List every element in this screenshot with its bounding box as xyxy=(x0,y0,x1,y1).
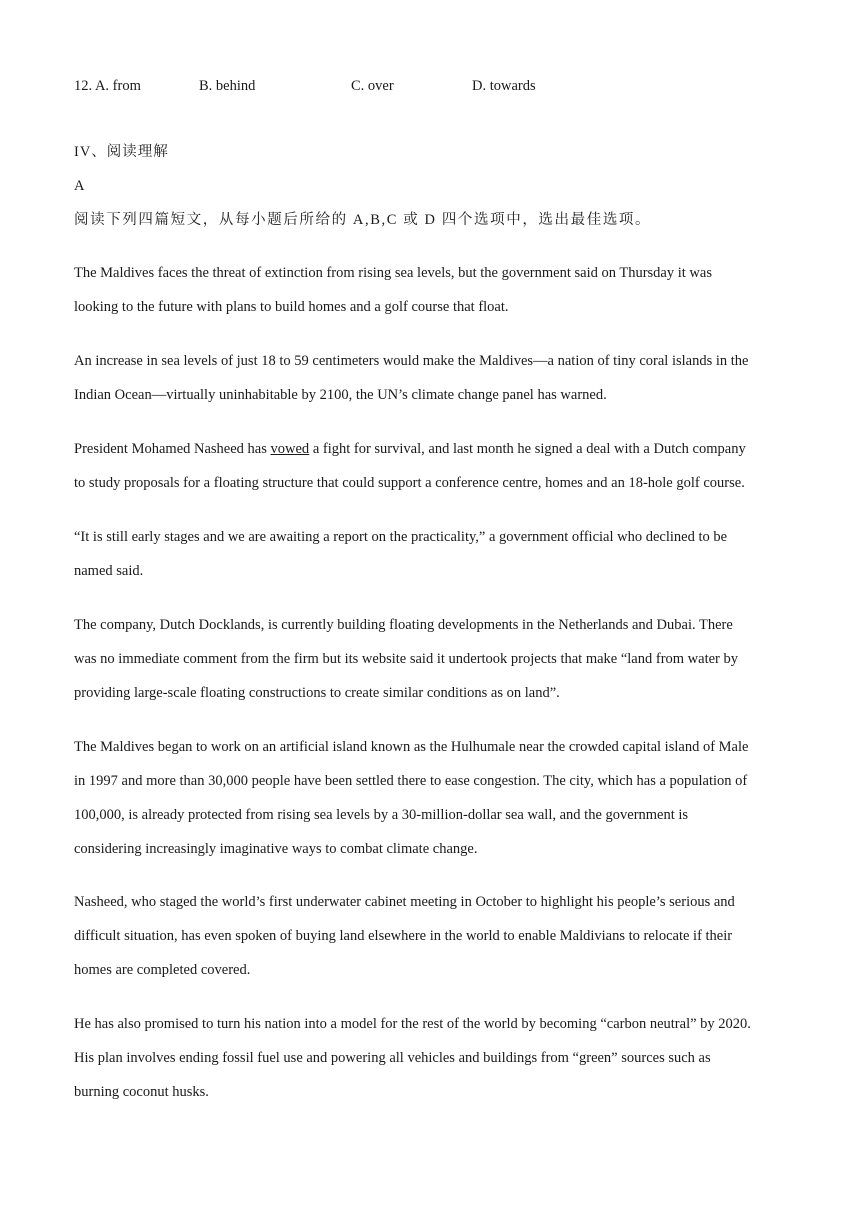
underlined-word-vowed: vowed xyxy=(270,441,310,457)
paragraph-3-text-after: a fight for survival, and last month he signed a deal with a Dutch company xyxy=(309,441,746,457)
question-12-option-c: C. over xyxy=(351,78,394,94)
paragraph-6-line-4: considering increasingly imaginative ways to combat climate change. xyxy=(74,841,478,857)
question-12-option-d: D. towards xyxy=(472,78,536,94)
paragraph-5 xyxy=(74,608,786,710)
paragraph-3-line-2: to study proposals for a floating structure that could support a conference centre, homes and an 18-hole golf course. xyxy=(74,475,745,491)
paragraph-1-line-2: looking to the future with plans to build homes and a golf course that float. xyxy=(74,299,509,315)
paragraph-5-line-3: providing large-scale floating constructions to create similar conditions as on land”. xyxy=(74,685,560,701)
section-label: A xyxy=(74,178,85,194)
paragraph-3-line-1 xyxy=(74,432,786,466)
section-title: IV、阅读理解 xyxy=(74,144,169,160)
paragraph-1-line-1: The Maldives faces the threat of extinction from rising sea levels, but the government said on Thursday it was xyxy=(74,265,712,281)
paragraph-2 xyxy=(74,344,786,412)
paragraph-6-line-2: in 1997 and more than 30,000 people have been settled there to ease congestion. The city, which has a population of xyxy=(74,773,748,789)
paragraph-2-line-1: An increase in sea levels of just 18 to 59 centimeters would make the Maldives—a nation of tiny coral islands in the xyxy=(74,353,749,369)
paragraph-6-line-3: 100,000, is already protected from rising sea levels by a 30-million-dollar sea wall, and the government is xyxy=(74,807,689,823)
paragraph-4-line-1: “It is still early stages and we are awaiting a report on the practicality,” a government official who declined to be xyxy=(74,529,728,545)
paragraph-2-line-2: Indian Ocean—virtually uninhabitable by 2100, the UN’s climate change panel has warned. xyxy=(74,387,607,403)
paragraph-7-line-3: homes are completed covered. xyxy=(74,962,251,978)
paragraph-5-line-1: The company, Dutch Docklands, is currently building floating developments in the Netherlands and Dubai. There xyxy=(74,617,733,633)
paragraph-8-line-2: His plan involves ending fossil fuel use and powering all vehicles and buildings from “green” sources such as xyxy=(74,1050,711,1066)
paragraph-8-line-1: He has also promised to turn his nation into a model for the rest of the world by becoming “carbon neutral” by 2020. xyxy=(74,1016,751,1032)
question-12-option-a: 12. A. from xyxy=(74,78,141,94)
paragraph-6 xyxy=(74,730,786,866)
question-12-options xyxy=(74,76,786,96)
paragraph-3-text-before: President Mohamed Nasheed has xyxy=(74,441,271,457)
paragraph-3 xyxy=(74,432,786,500)
paragraph-4-line-2: named said. xyxy=(74,563,144,579)
paragraph-7-line-2: difficult situation, has even spoken of buying land elsewhere in the world to enable Maldivians to relocate if their xyxy=(74,928,733,944)
paragraph-7-line-1: Nasheed, who staged the world’s first underwater cabinet meeting in October to highlight his people’s serious and xyxy=(74,894,735,910)
paragraph-6-line-1: The Maldives began to work on an artificial island known as the Hulhumale near the crowded capital island of Male xyxy=(74,739,749,755)
paragraph-4 xyxy=(74,520,786,588)
section-instruction: 阅读下列四篇短文，从每小题后所给的 A,B,C 或 D 四个选项中，选出最佳选项。 xyxy=(74,212,652,228)
question-12-option-b: B. behind xyxy=(199,78,256,94)
paragraph-5-line-2: was no immediate comment from the firm but its website said it undertook projects that make “land from water by xyxy=(74,651,739,667)
paragraph-8 xyxy=(74,1007,786,1109)
paragraph-7 xyxy=(74,885,786,987)
paragraph-1 xyxy=(74,256,786,324)
paragraph-8-line-3: burning coconut husks. xyxy=(74,1084,209,1100)
